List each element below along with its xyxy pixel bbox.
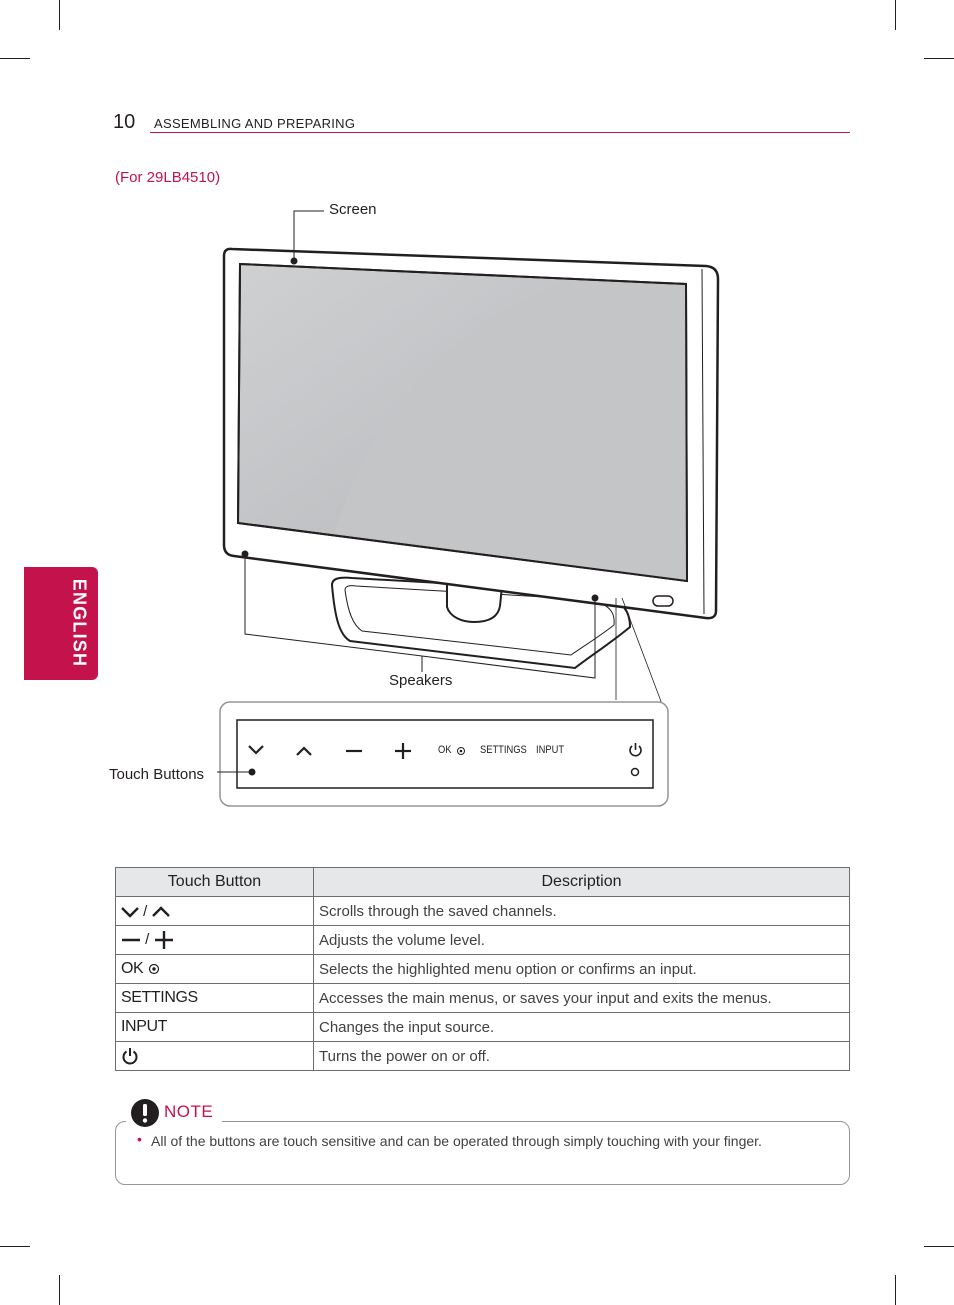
table-row (116, 984, 850, 1013)
note-text: All of the buttons are touch sensitive and can be operated through simply touching with your finger. (151, 1133, 762, 1149)
table-cell-description: Accesses the main menus, or saves your input and exits the menus. (314, 984, 850, 1013)
table-cell-description: Changes the input source. (314, 1013, 850, 1042)
key-ok-label: OK (121, 960, 144, 977)
table-row (116, 1013, 850, 1042)
ok-circle-icon (148, 963, 160, 975)
crop-mark (59, 1275, 60, 1305)
speakers-label: Speakers (389, 672, 453, 689)
language-side-tab-label: ENGLISH (69, 578, 90, 668)
table-row (116, 897, 850, 926)
table-cell-key (116, 926, 314, 955)
table-cell-key (116, 1013, 314, 1042)
section-title: ASSEMBLING AND PREPARING (154, 116, 356, 131)
chevron-down-icon (121, 906, 139, 918)
table-row (116, 955, 850, 984)
table-header-description: Description (314, 868, 850, 897)
key-settings-label: SETTINGS (121, 989, 198, 1006)
table-cell-key (116, 1042, 314, 1071)
exclamation-icon (130, 1098, 160, 1128)
model-note: (For 29LB4510) (115, 169, 221, 186)
table-cell-description: Scrolls through the saved channels. (314, 897, 850, 926)
page-number: 10 (113, 111, 136, 133)
panel-ok-label: OK (438, 744, 452, 756)
table-cell-description: Selects the highlighted menu option or confirms an input. (314, 955, 850, 984)
power-icon (121, 1047, 139, 1065)
table-row (116, 926, 850, 955)
table-cell-key (116, 897, 314, 926)
crop-mark (0, 1246, 30, 1247)
plus-icon (154, 930, 174, 950)
table-cell-key (116, 955, 314, 984)
key-input-label: INPUT (121, 1018, 168, 1035)
key-separator: / (143, 902, 148, 920)
chevron-up-icon (152, 906, 170, 918)
panel-settings-label: SETTINGS (480, 744, 527, 756)
table-row (116, 1042, 850, 1071)
crop-mark (924, 1246, 954, 1247)
table-header-row (116, 868, 850, 897)
table-header-button: Touch Button (116, 868, 314, 897)
touch-button-table (115, 867, 850, 1071)
crop-mark (895, 1275, 896, 1305)
minus-icon (121, 930, 141, 950)
table-cell-key (116, 984, 314, 1013)
panel-input-label: INPUT (536, 744, 565, 756)
key-separator: / (145, 930, 150, 948)
note-title: NOTE (164, 1102, 214, 1121)
table-cell-description: Adjusts the volume level. (314, 926, 850, 955)
table-cell-description: Turns the power on or off. (314, 1042, 850, 1071)
note-bullet: • (137, 1131, 142, 1147)
touch-buttons-label: Touch Buttons (109, 766, 205, 783)
screen-label: Screen (329, 201, 377, 218)
